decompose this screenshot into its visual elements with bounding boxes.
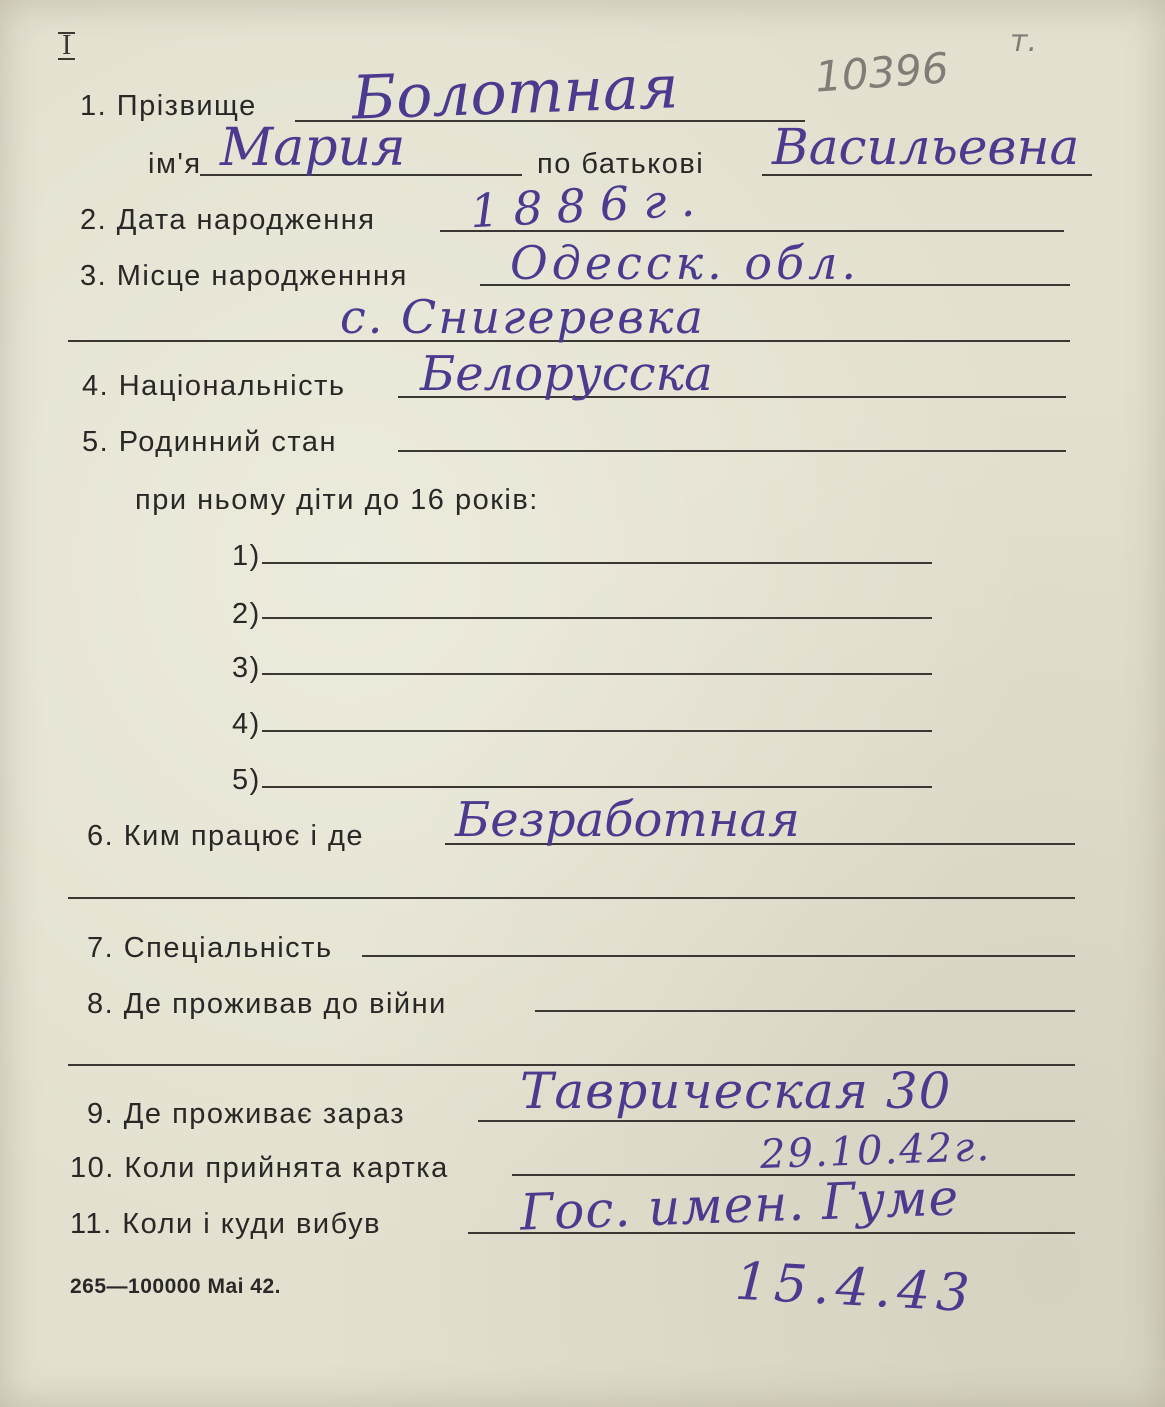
departed-value: Гос. имен. Гуме <box>519 1168 961 1242</box>
current-line <box>478 1120 1075 1122</box>
child-2-line <box>262 617 932 619</box>
birth-place-value-1: Одесск. обл. <box>510 236 861 290</box>
accepted-label: 10. Коли прийнята картка <box>70 1152 449 1184</box>
surname-value: Болотная <box>350 52 680 134</box>
child-5-label: 5) <box>232 764 261 796</box>
child-1-label: 1) <box>232 540 261 572</box>
children-label: при ньому діти до 16 років: <box>135 484 539 516</box>
accepted-value: 29.10.42г. <box>759 1123 992 1179</box>
first-name-value: Мария <box>220 118 406 178</box>
child-3-label: 3) <box>232 652 261 684</box>
card-number: 10396 <box>813 43 951 102</box>
nationality-value: Белорусска <box>420 346 713 402</box>
prewar-line <box>535 1010 1075 1012</box>
nationality-label: 4. Національність <box>82 370 346 402</box>
marital-line <box>398 450 1066 452</box>
patronymic-value: Васильевна <box>772 118 1080 176</box>
surname-label: 1. Прізвище <box>80 90 257 122</box>
occupation-value: Безработная <box>455 792 800 848</box>
child-4-label: 4) <box>232 708 261 740</box>
specialty-line <box>362 955 1075 957</box>
child-2-label: 2) <box>232 598 261 630</box>
first-name-label: ім'я <box>148 148 202 180</box>
departed-label: 11. Коли і куди вибув <box>70 1208 381 1240</box>
birth-date-value: 1886г. <box>468 171 711 239</box>
birth-date-label: 2. Дата народження <box>80 204 376 236</box>
birth-place-value-2: с. Снигеревка <box>340 290 705 344</box>
print-code: 265—100000 Mai 42. <box>70 1275 281 1298</box>
child-5-line <box>262 786 932 788</box>
departed-date: 15.4.43 <box>733 1251 977 1325</box>
child-4-line <box>262 730 932 732</box>
card-number-suffix: т. <box>1010 24 1038 59</box>
child-1-line <box>262 562 932 564</box>
current-label: 9. Де проживає зараз <box>87 1098 406 1130</box>
occupation-label: 6. Ким працює і де <box>87 820 365 852</box>
specialty-label: 7. Спеціальність <box>87 932 333 964</box>
roman-numeral: I <box>62 30 72 61</box>
current-value: Таврическая 30 <box>520 1062 952 1120</box>
marital-label: 5. Родинний стан <box>82 426 338 458</box>
child-3-line <box>262 673 932 675</box>
birth-place-label: 3. Місце народженння <box>80 260 408 292</box>
prewar-label: 8. Де проживав до війни <box>87 988 447 1020</box>
patronymic-label: по батькові <box>537 148 705 180</box>
occupation-line-2 <box>68 897 1075 899</box>
